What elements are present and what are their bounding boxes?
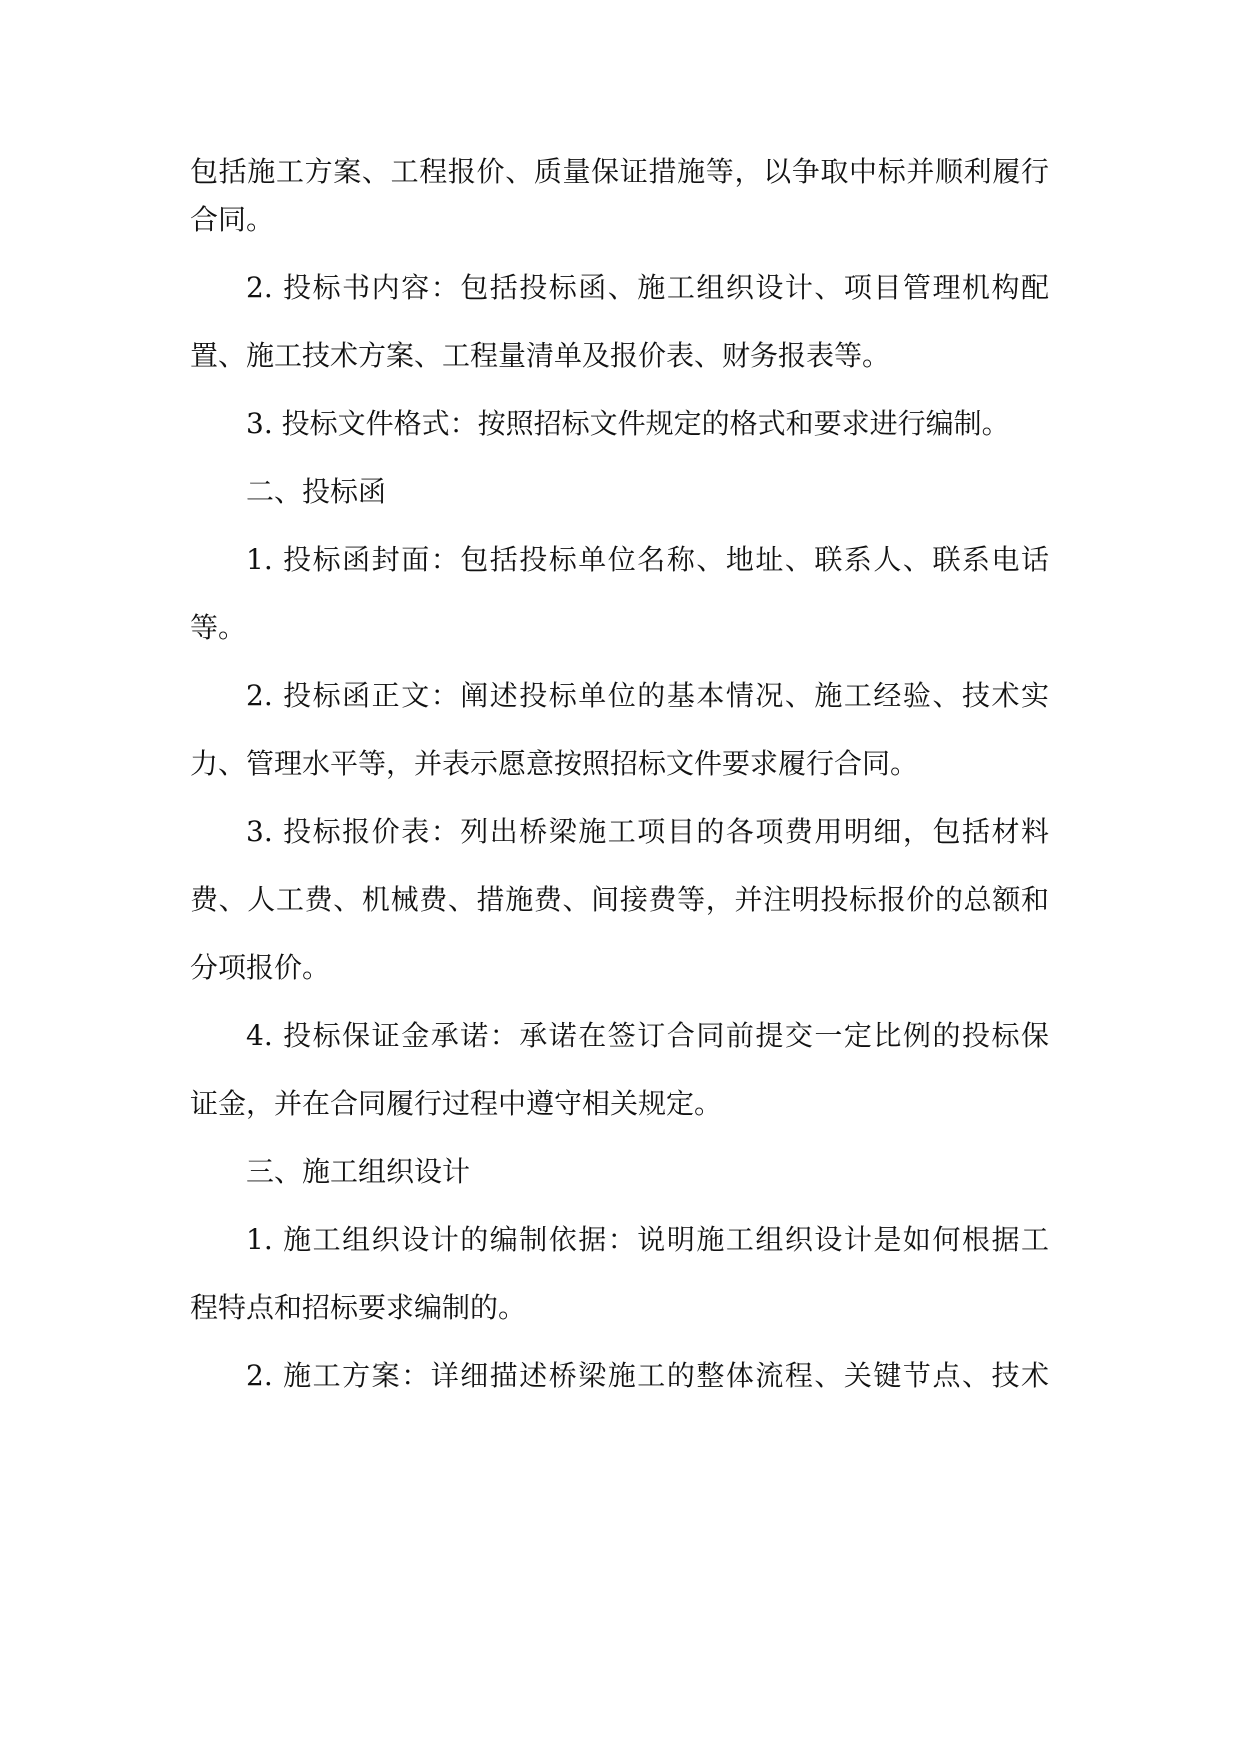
list-item-3: 3. 投标文件格式：按照招标文件规定的格式和要求进行编制。 xyxy=(246,407,1010,440)
construction-item-1-line-2: 程特点和招标要求编制的。 xyxy=(190,1291,527,1324)
section-heading-3: 三、施工组织设计 xyxy=(246,1155,471,1188)
bid-letter-item-3-line-2: 费、人工费、机械费、措施费、间接费等，并注明投标报价的总额和 xyxy=(190,883,1049,916)
bid-letter-item-3-line-1: 3. 投标报价表：列出桥梁施工项目的各项费用明细，包括材料 xyxy=(246,815,1049,848)
bid-letter-item-1-line-2: 等。 xyxy=(190,611,247,644)
construction-item-2-line-1: 2. 施工方案：详细描述桥梁施工的整体流程、关键节点、技术 xyxy=(246,1359,1049,1392)
section-heading-2: 二、投标函 xyxy=(246,475,387,508)
paragraph-line-2: 合同。 xyxy=(190,203,275,236)
bid-letter-item-4-line-2: 证金，并在合同履行过程中遵守相关规定。 xyxy=(190,1087,723,1120)
bid-letter-item-1-line-1: 1. 投标函封面：包括投标单位名称、地址、联系人、联系电话 xyxy=(246,543,1049,576)
bid-letter-item-2-line-1: 2. 投标函正文：阐述投标单位的基本情况、施工经验、技术实 xyxy=(246,679,1049,712)
bid-letter-item-3-line-3: 分项报价。 xyxy=(190,951,331,984)
list-item-2-line-1: 2. 投标书内容：包括投标函、施工组织设计、项目管理机构配 xyxy=(246,271,1049,304)
list-item-2-line-2: 置、施工技术方案、工程量清单及报价表、财务报表等。 xyxy=(190,339,891,372)
bid-letter-item-4-line-1: 4. 投标保证金承诺：承诺在签订合同前提交一定比例的投标保 xyxy=(246,1019,1049,1052)
construction-item-1-line-1: 1. 施工组织设计的编制依据：说明施工组织设计是如何根据工 xyxy=(246,1223,1049,1256)
paragraph-line-1: 包括施工方案、工程报价、质量保证措施等，以争取中标并顺利履行 xyxy=(190,155,1049,188)
bid-letter-item-2-line-2: 力、管理水平等，并表示愿意按照招标文件要求履行合同。 xyxy=(190,747,919,780)
